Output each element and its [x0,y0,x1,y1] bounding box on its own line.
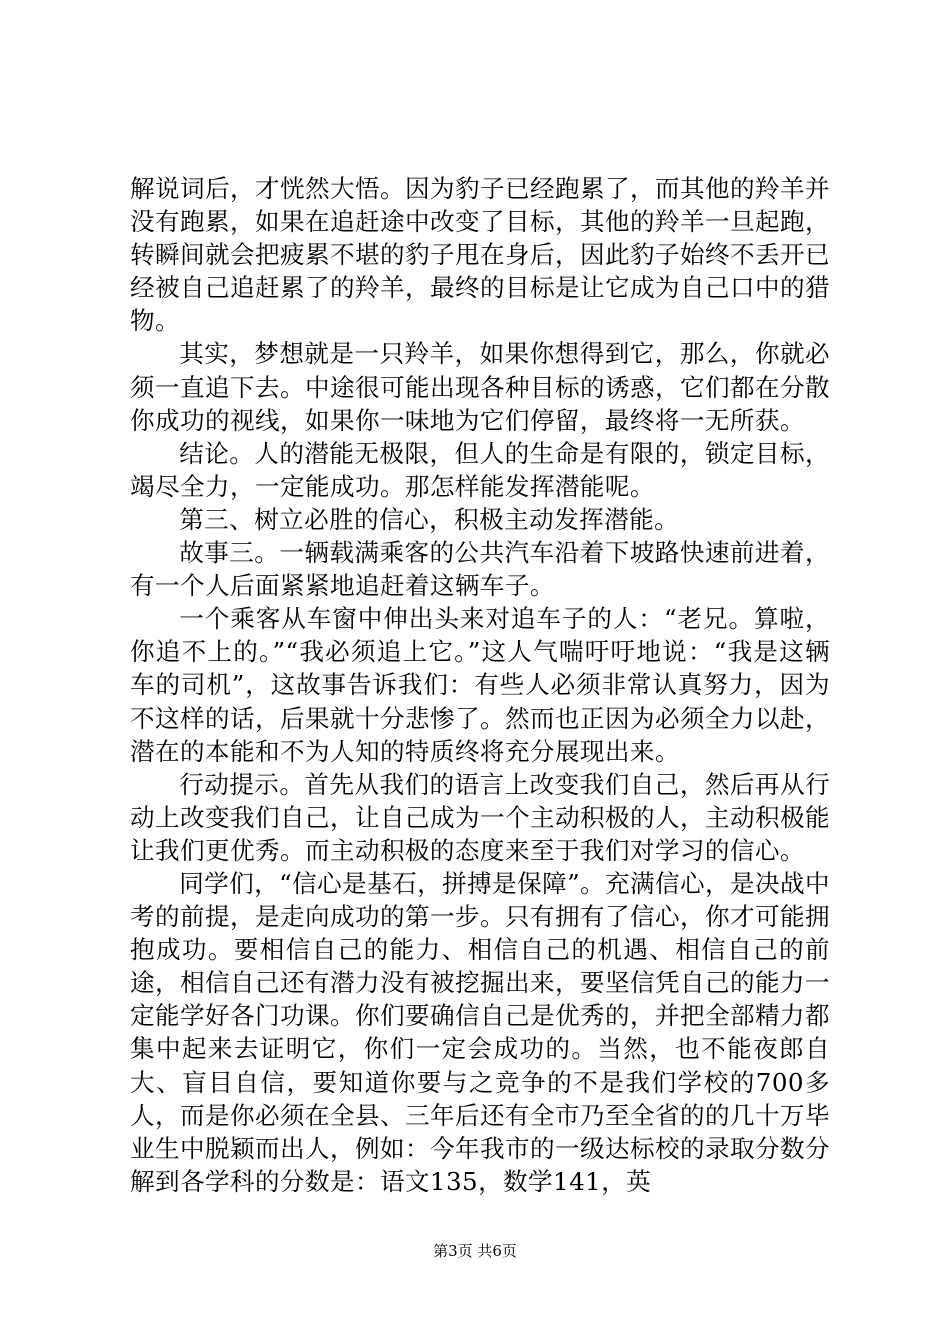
paragraph-action-tip: 行动提示。首先从我们的语言上改变我们自己，然后再从行动上改变我们自己，让自己成为一个主动积极的人，主动积极能让我们更优秀。而主动积极的态度来至于我们对学习的信心。 [130,769,830,865]
paragraph-story-three: 故事三。一辆载满乘客的公共汽车沿着下坡路快速前进着，有一个人后面紧紧地追赶着这辆车子。 [130,538,830,601]
document-body [130,172,830,1198]
paragraph-continuation: 解说词后，才恍然大悟。因为豹子已经跑累了，而其他的羚羊并没有跑累，如果在追赶途中改变了目标，其他的羚羊一旦起跑，转瞬间就会把疲累不堪的豹子甩在身后，因此豹子始终不丢开已经被自己追赶累了的羚羊，最终的目标是让它成为自己口中的猎物。 [130,174,830,336]
paragraph-section-three-heading: 第三、树立必胜的信心，积极主动发挥潜能。 [179,504,680,534]
paragraph-dream-antelope: 其实，梦想就是一只羚羊，如果你想得到它，那么，你就必须一直追下去。中途很可能出现各种目标的诱惑，它们都在分散你成功的视线，如果你一味地为它们停留，最终将一无所获。 [130,339,830,435]
paragraph-passenger-dialogue: 一个乘客从车窗中伸出头来对追车子的人：“老兄。算啦，你追不上的。”“我必须追上它。”这人气喘吁吁地说：“我是这辆车的司机”，这故事告诉我们：有些人必须非常认真努力，因为不这样的话，后果就十分悲惨了。然而也正因为必须全力以赴，潜在的本能和不为人知的特质终将充分展现出来。 [130,604,830,766]
page-number-footer: 第3页 共6页 [433,1242,517,1260]
paragraph-confidence: 同学们，“信心是基石，拼搏是保障”。充满信心，是决战中考的前提，是走向成功的第一步。只有拥有了信心，你才可能拥抱成功。要相信自己的能力、相信自己的机遇、相信自己的前途，相信自己还有潜力没有被挖掘出来，要坚信凭自己的能力一定能学好各门功课。你们要确信自己是优秀的，并把全部精力都集中起来去证明它，你们一定会成功的。当然，也不能夜郎自大、盲目自信，要知道你要与之竞争的不是我们学校的700多人，而是你必须在全县、三年后还有全市乃至全省的的几十万毕业生中脱颖而出人，例如：今年我市的一级达标校的录取分数分解到各学科的分数是：语文135，数学141，英 [130,868,830,1196]
paragraph-conclusion: 结论。人的潜能无极限，但人的生命是有限的，锁定目标，竭尽全力，一定能成功。那怎样能发挥潜能呢。 [130,438,830,501]
